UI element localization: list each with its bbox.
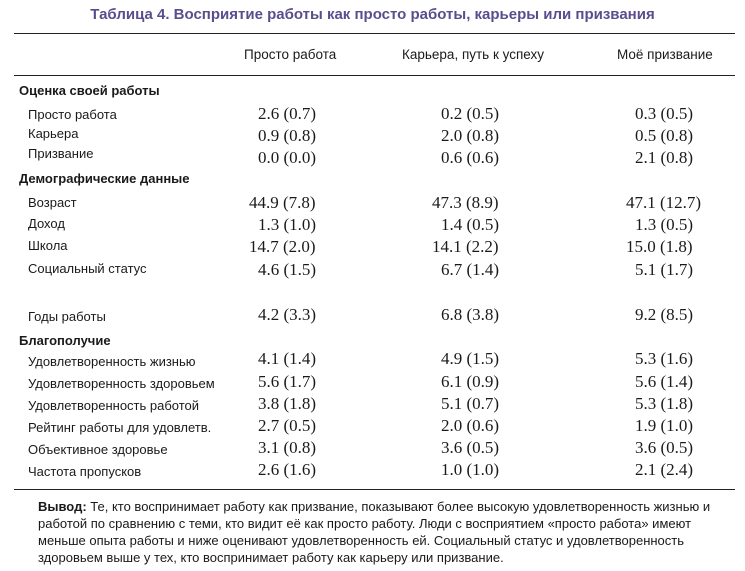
row-label: Рейтинг работы для удовлетв. [28, 420, 212, 435]
conclusion-note [38, 498, 728, 566]
cell-value: 0.3 (0.5) [635, 104, 694, 123]
cell-value: 2.0 (0.6) [441, 416, 500, 435]
section-title: Оценка своей работы [19, 83, 160, 98]
table-title: Таблица 4. Восприятие работы как просто работы, карьеры или призвания [90, 6, 655, 23]
cell-value: 0.0 (0.0) [258, 148, 317, 167]
cell-value: 3.6 (0.5) [441, 438, 500, 457]
cell-value: 3.8 (1.8) [258, 394, 317, 413]
cell-value: 2.1 (2.4) [635, 460, 694, 479]
row-label: Просто работа [28, 107, 117, 122]
cell-value: 5.3 (1.8) [635, 394, 694, 413]
row-label: Объективное здоровье [28, 442, 168, 457]
top-rule [14, 33, 735, 34]
row-label: Годы работы [28, 309, 106, 324]
cell-value: 14.1 (2.2) [432, 237, 499, 256]
row-label: Возраст [28, 195, 77, 210]
row-label: Частота пропусков [28, 464, 142, 479]
section-title: Демографические данные [19, 171, 190, 186]
row-label: Социальный статус [28, 261, 147, 276]
column-header-career: Карьера, путь к успеху [402, 47, 544, 62]
cell-value: 0.9 (0.8) [258, 126, 317, 145]
cell-value: 6.8 (3.8) [441, 305, 500, 324]
section-title: Благополучие [19, 333, 111, 348]
cell-value: 0.6 (0.6) [441, 148, 500, 167]
row-label: Доход [28, 216, 65, 231]
cell-value: 14.7 (2.0) [249, 237, 316, 256]
cell-value: 1.9 (1.0) [635, 416, 694, 435]
column-header-calling: Моё призвание [617, 47, 713, 62]
cell-value: 44.9 (7.8) [249, 193, 316, 212]
column-header-just-job: Просто работа [244, 47, 337, 62]
cell-value: 5.6 (1.4) [635, 372, 694, 391]
cell-value: 1.4 (0.5) [441, 215, 500, 234]
header-rule [14, 75, 735, 76]
row-label: Удовлетворенность здоровьем [28, 376, 215, 391]
row-label: Удовлетворенность жизнью [28, 354, 196, 369]
cell-value: 6.7 (1.4) [441, 260, 500, 279]
cell-value: 2.7 (0.5) [258, 416, 317, 435]
cell-value: 15.0 (1.8) [626, 237, 693, 256]
cell-value: 2.0 (0.8) [441, 126, 500, 145]
row-label: Школа [28, 238, 68, 253]
row-label: Удовлетворенность работой [28, 398, 200, 413]
cell-value: 1.0 (1.0) [441, 460, 500, 479]
cell-value: 0.2 (0.5) [441, 104, 500, 123]
cell-value: 47.3 (8.9) [432, 193, 499, 212]
cell-value: 5.3 (1.6) [635, 349, 694, 368]
conclusion-text: Те, кто воспринимает работу как призвание, показывают более высокую удовлетворенность жизнью и работой по сравнению с теми, кто видит её как просто работу. Люди с восприятием «просто работа» имеют меньше опыта работы и ниже оценивают удовлетворенность ей. Социальный статус и удовлетворенность здоровьем выше у тех, кто воспринимает работу как карьеру или призвание. [38, 499, 711, 565]
cell-value: 1.3 (1.0) [258, 215, 317, 234]
cell-value: 0.5 (0.8) [635, 126, 694, 145]
cell-value: 6.1 (0.9) [441, 372, 500, 391]
cell-value: 47.1 (12.7) [626, 193, 702, 212]
cell-value: 2.6 (1.6) [258, 460, 317, 479]
cell-value: 4.9 (1.5) [441, 349, 500, 368]
row-label: Призвание [28, 146, 94, 161]
bottom-rule [14, 489, 735, 490]
cell-value: 3.6 (0.5) [635, 438, 694, 457]
cell-value: 4.1 (1.4) [258, 349, 317, 368]
cell-value: 1.3 (0.5) [635, 215, 694, 234]
cell-value: 5.6 (1.7) [258, 372, 317, 391]
cell-value: 2.1 (0.8) [635, 148, 694, 167]
cell-value: 4.6 (1.5) [258, 260, 317, 279]
cell-value: 5.1 (1.7) [635, 260, 694, 279]
conclusion-label: Вывод: [38, 499, 87, 514]
row-label: Карьера [28, 126, 79, 141]
cell-value: 5.1 (0.7) [441, 394, 500, 413]
cell-value: 2.6 (0.7) [258, 104, 317, 123]
cell-value: 4.2 (3.3) [258, 305, 317, 324]
cell-value: 3.1 (0.8) [258, 438, 317, 457]
cell-value: 9.2 (8.5) [635, 305, 694, 324]
